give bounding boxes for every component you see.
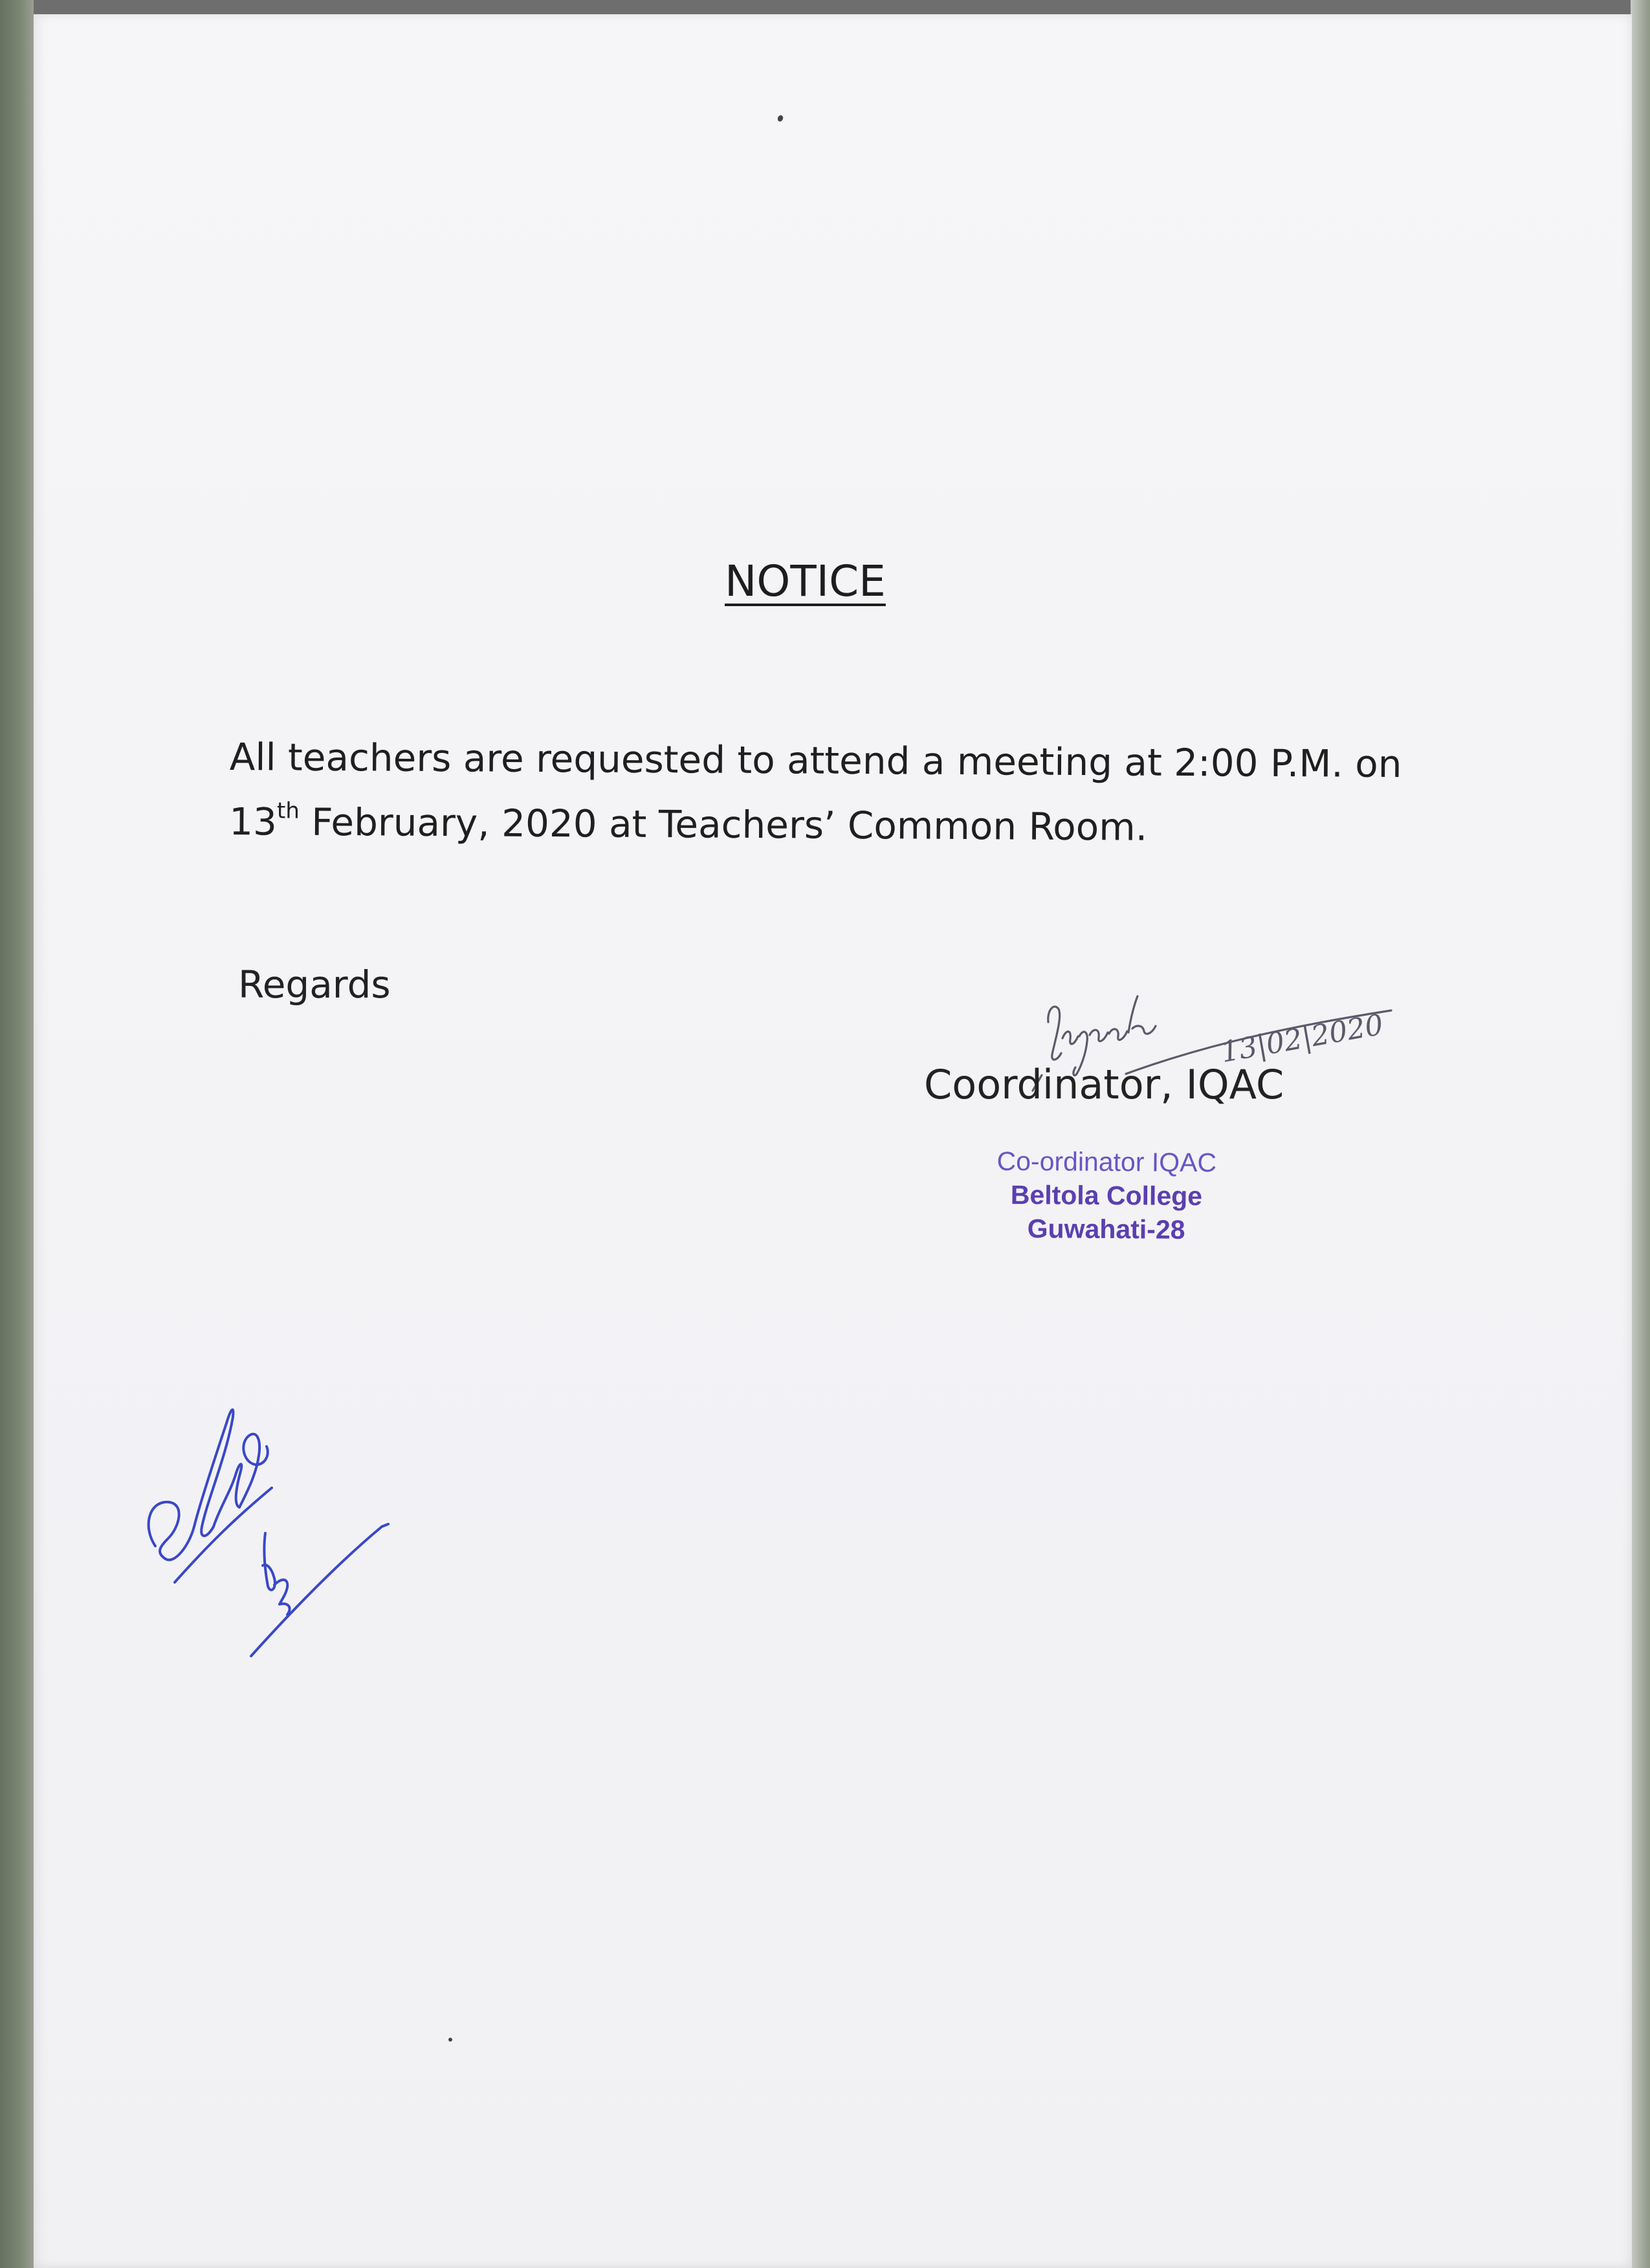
scan-border-left xyxy=(0,0,34,2268)
ink-speck xyxy=(448,2038,452,2042)
stamp-line-1: Co-ordinator IQAC xyxy=(996,1146,1217,1178)
coordinator-signature-date: 13|02|2020 xyxy=(1218,1008,1386,1069)
signatory-title: Coordinator, IQAC xyxy=(924,1061,1284,1108)
scan-border-right xyxy=(1631,0,1650,2268)
stamp-line-2: Beltola College xyxy=(1010,1179,1203,1212)
notice-body-line-1: All teachers are requested to attend a meeting at 2:00 P.M. on xyxy=(229,734,1402,787)
scan-border-top xyxy=(0,0,1650,14)
notice-body-line-2 xyxy=(229,789,1511,867)
notice-body xyxy=(229,725,1511,867)
closing-regards: Regards xyxy=(238,963,391,1007)
official-stamp xyxy=(957,1144,1255,1247)
principal-signature xyxy=(129,1333,401,1669)
paper-sheet xyxy=(34,14,1632,2268)
meeting-date-place: February, 2020 at Teachers’ Common Room. xyxy=(299,800,1148,849)
stamp-line-3: Guwahati-28 xyxy=(1027,1214,1185,1245)
meeting-day: 13 xyxy=(228,799,278,844)
day-ordinal-suffix: th xyxy=(276,798,300,824)
notice-title: NOTICE xyxy=(725,556,886,606)
